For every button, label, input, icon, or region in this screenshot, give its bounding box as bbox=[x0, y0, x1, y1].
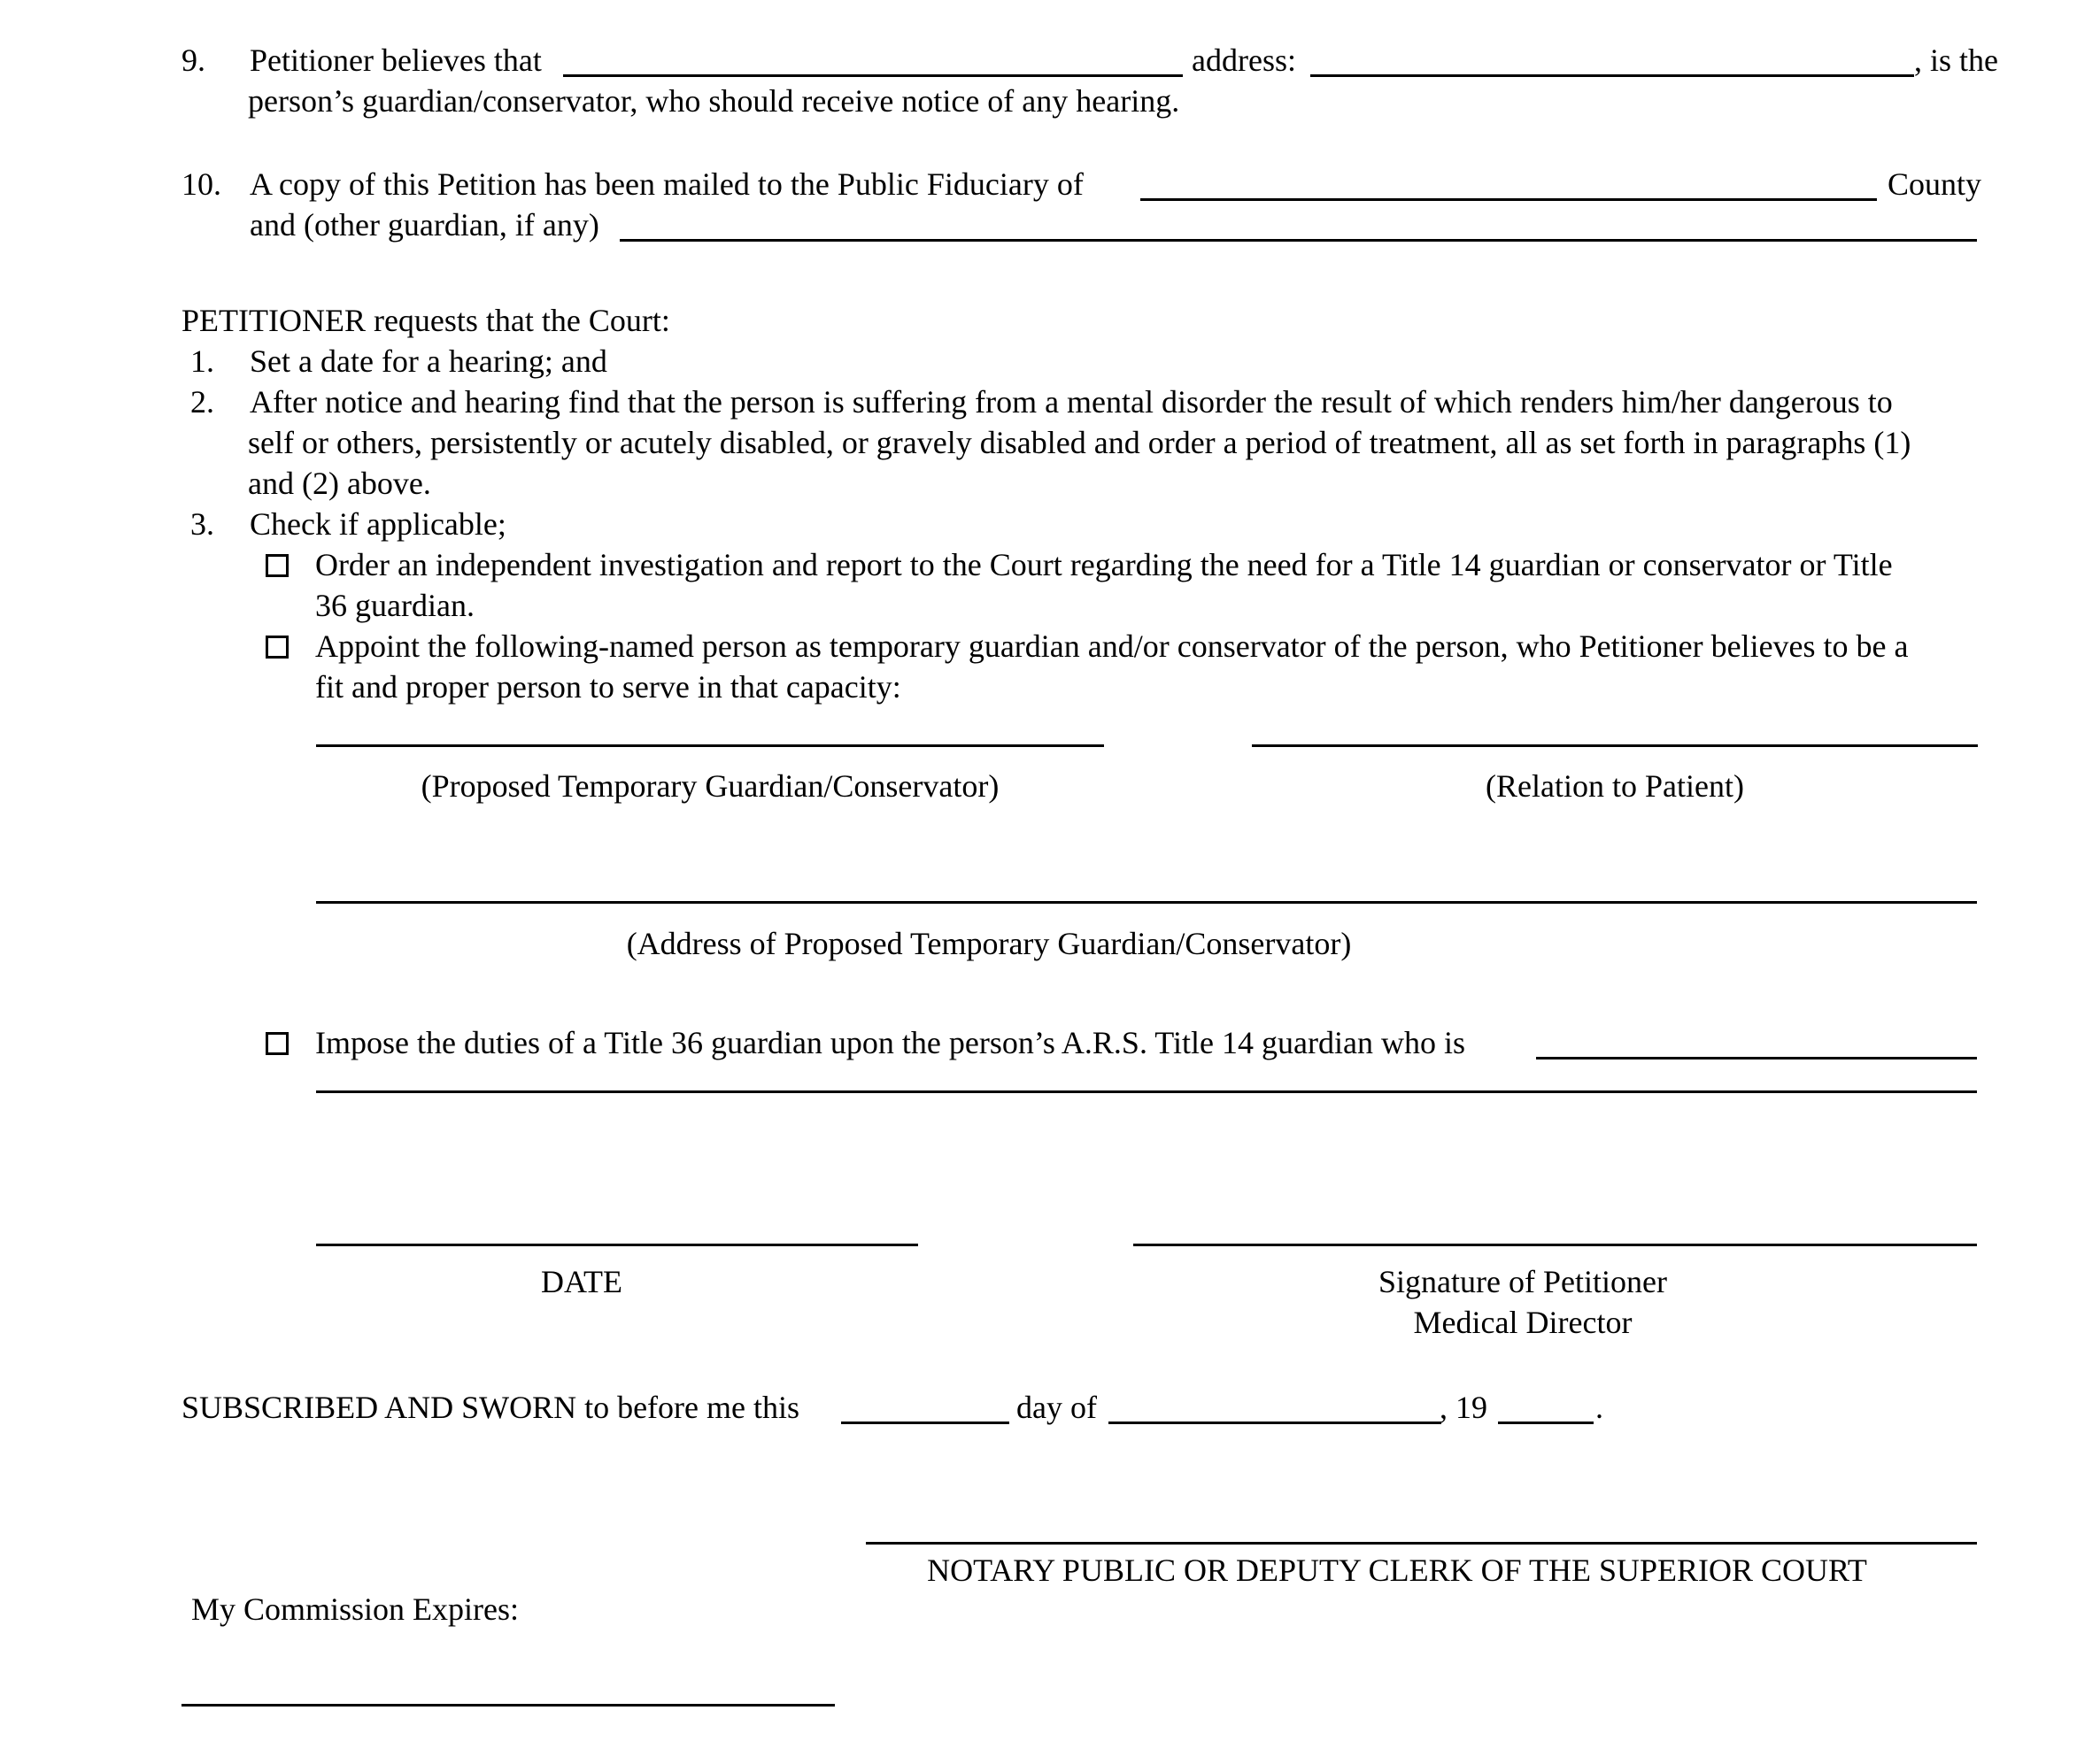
oath-month-field[interactable] bbox=[1108, 1422, 1441, 1424]
request-1-text: Set a date for a hearing; and bbox=[250, 343, 607, 379]
commission-expires-label: My Commission Expires: bbox=[191, 1591, 520, 1627]
impose-title-36-duties-checkbox[interactable] bbox=[266, 1032, 289, 1055]
oath-day-of: day of bbox=[1016, 1390, 1097, 1425]
item-10-line-2: and (other guardian, if any) bbox=[250, 207, 599, 243]
relation-to-patient-field[interactable] bbox=[1252, 744, 1978, 747]
request-1-number: 1. bbox=[190, 343, 214, 379]
proposed-guardian-caption: (Proposed Temporary Guardian/Conservator) bbox=[421, 768, 1000, 804]
guardian-address-field[interactable] bbox=[1310, 74, 1914, 77]
item-9-number: 9. bbox=[181, 42, 205, 78]
oath-text: SUBSCRIBED AND SWORN to before me this bbox=[181, 1390, 800, 1425]
oath-day-field[interactable] bbox=[841, 1422, 1009, 1424]
requests-heading: PETITIONER requests that the Court: bbox=[181, 303, 670, 338]
request-2-line-3: and (2) above. bbox=[248, 466, 431, 501]
other-guardian-field[interactable] bbox=[620, 239, 1977, 242]
option-1-line-1: Order an independent investigation and report to the Court regarding the need for a Title 14 guardian or conservator or Title bbox=[315, 549, 1893, 582]
request-3-text: Check if applicable; bbox=[250, 506, 506, 542]
oath-end: . bbox=[1595, 1390, 1603, 1425]
signature-caption: Signature of Petitioner bbox=[1378, 1264, 1667, 1299]
date-field[interactable] bbox=[316, 1244, 918, 1246]
oath-year-prefix: , 19 bbox=[1440, 1390, 1487, 1425]
proposed-guardian-address-caption: (Address of Proposed Temporary Guardian/Conservator) bbox=[626, 926, 1352, 961]
option-3-text: Impose the duties of a Title 36 guardian upon the person’s A.R.S. Title 14 guardian who is bbox=[315, 1025, 1465, 1060]
address-label: address: bbox=[1192, 42, 1296, 78]
item-9-line-2: person’s guardian/conservator, who should receive notice of any hearing. bbox=[248, 83, 1180, 119]
proposed-guardian-address-field[interactable] bbox=[316, 901, 1977, 904]
signature-role: Medical Director bbox=[1413, 1305, 1633, 1340]
item-10-text: A copy of this Petition has been mailed to the Public Fiduciary of bbox=[250, 166, 1084, 202]
option-2-line-1: Appoint the following-named person as temporary guardian and/or conservator of the person, who Petitioner believes to be a bbox=[315, 630, 1909, 664]
notary-signature-field[interactable] bbox=[866, 1542, 1977, 1545]
option-2-line-2: fit and proper person to serve in that capacity: bbox=[315, 669, 901, 705]
notary-caption: NOTARY PUBLIC OR DEPUTY CLERK OF THE SUPERIOR COURT bbox=[927, 1553, 1867, 1588]
title-14-guardian-name-field[interactable] bbox=[1536, 1057, 1977, 1059]
request-3-number: 3. bbox=[190, 506, 214, 542]
commission-expires-field[interactable] bbox=[181, 1704, 835, 1707]
option-1-line-2: 36 guardian. bbox=[315, 588, 475, 623]
county-label: County bbox=[1888, 166, 1982, 202]
request-2-line-1: After notice and hearing find that the person is suffering from a mental disorder the result of which renders him/her dangerous to bbox=[250, 386, 1893, 420]
appoint-temporary-guardian-checkbox[interactable] bbox=[266, 636, 289, 659]
oath-year-field[interactable] bbox=[1498, 1422, 1594, 1424]
relation-to-patient-caption: (Relation to Patient) bbox=[1486, 768, 1744, 804]
item-10-number: 10. bbox=[181, 166, 221, 202]
item-9-text-after: , is the bbox=[1914, 44, 1998, 78]
item-9-text: Petitioner believes that bbox=[250, 42, 542, 78]
county-field[interactable] bbox=[1140, 198, 1877, 201]
petitioner-signature-field[interactable] bbox=[1133, 1244, 1977, 1246]
title-14-guardian-continuation-field[interactable] bbox=[316, 1090, 1977, 1093]
independent-investigation-checkbox[interactable] bbox=[266, 554, 289, 577]
proposed-guardian-name-field[interactable] bbox=[316, 744, 1104, 747]
guardian-name-field[interactable] bbox=[563, 74, 1183, 77]
date-caption: DATE bbox=[541, 1264, 622, 1299]
request-2-line-2: self or others, persistently or acutely disabled, or gravely disabled and order a period of treatment, all as set forth in paragraphs (1) bbox=[248, 427, 1911, 460]
request-2-number: 2. bbox=[190, 384, 214, 420]
